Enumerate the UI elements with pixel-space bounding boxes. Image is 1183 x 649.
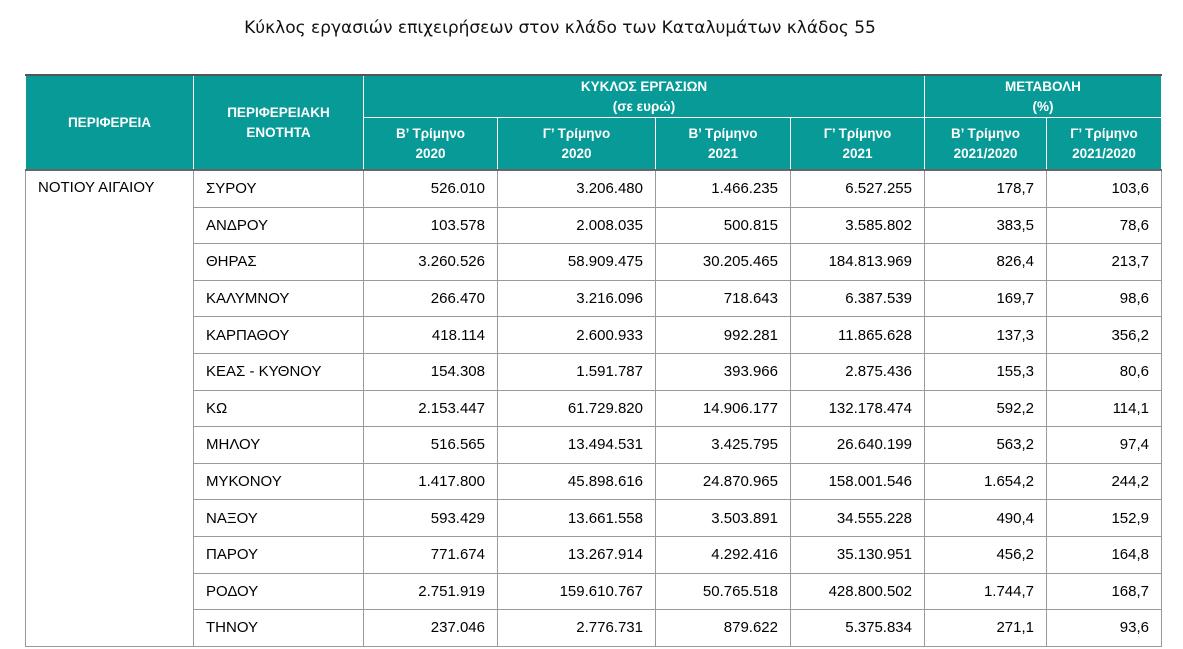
turnover-cell: 237.046 [364, 610, 498, 647]
unit-cell: ΚΕΑΣ - ΚΥΘΝΟΥ [194, 353, 364, 390]
turnover-cell: 771.674 [364, 536, 498, 573]
turnover-cell: 718.643 [656, 280, 791, 317]
period-quarter: Β’ Τρίμηνο [688, 125, 758, 141]
unit-cell: ΘΗΡΑΣ [194, 244, 364, 281]
change-cell: 1.654,2 [925, 463, 1047, 500]
turnover-cell: 6.387.539 [791, 280, 925, 317]
turnover-cell: 3.585.802 [791, 207, 925, 244]
turnover-cell: 393.966 [656, 353, 791, 390]
header-period [925, 118, 1047, 171]
period-year: 2021 [842, 145, 873, 161]
turnover-cell: 13.661.558 [498, 500, 656, 537]
change-cell: 97,4 [1047, 427, 1162, 464]
turnover-cell: 3.206.480 [498, 170, 656, 207]
unit-cell: ΝΑΞΟΥ [194, 500, 364, 537]
turnover-cell: 34.555.228 [791, 500, 925, 537]
header-turnover-unit: (σε ευρώ) [612, 98, 676, 114]
turnover-cell: 61.729.820 [498, 390, 656, 427]
unit-cell: ΚΩ [194, 390, 364, 427]
period-year: 2021/2020 [953, 145, 1018, 161]
page-title: Κύκλος εργασιών επιχειρήσεων στον κλάδο των Καταλυμάτων κλάδος 55 [244, 18, 876, 38]
period-quarter: Γ’ Τρίμηνο [1070, 125, 1138, 141]
header-period [1047, 118, 1162, 171]
change-cell: 103,6 [1047, 170, 1162, 207]
turnover-cell: 2.776.731 [498, 610, 656, 647]
turnover-cell: 516.565 [364, 427, 498, 464]
change-cell: 168,7 [1047, 573, 1162, 610]
period-year: 2020 [561, 145, 592, 161]
turnover-cell: 26.640.199 [791, 427, 925, 464]
turnover-cell: 50.765.518 [656, 573, 791, 610]
table-row [26, 500, 1162, 537]
header-period [791, 118, 925, 171]
table-row [26, 573, 1162, 610]
turnover-cell: 13.494.531 [498, 427, 656, 464]
region-cell: ΝΟΤΙΟΥ ΑΙΓΑΙΟΥ [26, 170, 194, 646]
change-cell: 1.744,7 [925, 573, 1047, 610]
turnover-cell: 2.751.919 [364, 573, 498, 610]
change-cell: 244,2 [1047, 463, 1162, 500]
change-cell: 592,2 [925, 390, 1047, 427]
turnover-table [25, 74, 1162, 647]
header-turnover [364, 75, 925, 118]
turnover-cell: 45.898.616 [498, 463, 656, 500]
change-cell: 93,6 [1047, 610, 1162, 647]
turnover-cell: 428.800.502 [791, 573, 925, 610]
table-row [26, 353, 1162, 390]
table-row [26, 427, 1162, 464]
header-turnover-label: ΚΥΚΛΟΣ ΕΡΓΑΣΙΩΝ [580, 78, 708, 94]
turnover-cell: 11.865.628 [791, 317, 925, 354]
change-cell: 152,9 [1047, 500, 1162, 537]
change-cell: 456,2 [925, 536, 1047, 573]
unit-cell: ΠΑΡΟΥ [194, 536, 364, 573]
header-period [364, 118, 498, 171]
turnover-cell: 24.870.965 [656, 463, 791, 500]
table-row [26, 317, 1162, 354]
header-change-unit: (%) [1032, 98, 1054, 114]
turnover-cell: 6.527.255 [791, 170, 925, 207]
table-row [26, 390, 1162, 427]
turnover-cell: 992.281 [656, 317, 791, 354]
change-cell: 213,7 [1047, 244, 1162, 281]
turnover-cell: 4.292.416 [656, 536, 791, 573]
unit-cell: ΚΑΡΠΑΘΟΥ [194, 317, 364, 354]
turnover-cell: 1.591.787 [498, 353, 656, 390]
turnover-cell: 3.503.891 [656, 500, 791, 537]
turnover-cell: 2.875.436 [791, 353, 925, 390]
change-cell: 271,1 [925, 610, 1047, 647]
change-cell: 178,7 [925, 170, 1047, 207]
table-row [26, 207, 1162, 244]
turnover-cell: 30.205.465 [656, 244, 791, 281]
change-cell: 169,7 [925, 280, 1047, 317]
turnover-cell: 879.622 [656, 610, 791, 647]
turnover-cell: 58.909.475 [498, 244, 656, 281]
turnover-cell: 103.578 [364, 207, 498, 244]
turnover-cell: 159.610.767 [498, 573, 656, 610]
turnover-cell: 154.308 [364, 353, 498, 390]
unit-cell: ΤΗΝΟΥ [194, 610, 364, 647]
unit-cell: ΣΥΡΟΥ [194, 170, 364, 207]
unit-cell: ΜΗΛΟΥ [194, 427, 364, 464]
turnover-cell: 3.260.526 [364, 244, 498, 281]
turnover-cell: 3.425.795 [656, 427, 791, 464]
header-unit-label: ΠΕΡΙΦΕΡΕΙΑΚΗ ΕΝΟΤΗΤΑ [227, 104, 330, 140]
period-quarter: Γ’ Τρίμηνο [542, 125, 611, 141]
table-header [26, 75, 1162, 170]
table-body [26, 170, 1162, 646]
turnover-cell: 158.001.546 [791, 463, 925, 500]
turnover-cell: 2.600.933 [498, 317, 656, 354]
table-row [26, 536, 1162, 573]
unit-cell: ΡΟΔΟΥ [194, 573, 364, 610]
turnover-cell: 418.114 [364, 317, 498, 354]
period-quarter: Γ’ Τρίμηνο [823, 125, 892, 141]
turnover-cell: 132.178.474 [791, 390, 925, 427]
turnover-cell: 14.906.177 [656, 390, 791, 427]
turnover-cell: 500.815 [656, 207, 791, 244]
turnover-cell: 5.375.834 [791, 610, 925, 647]
header-change-label: ΜΕΤΑΒΟΛΗ [1005, 78, 1081, 94]
period-year: 2020 [415, 145, 446, 161]
unit-cell: ΚΑΛΥΜΝΟΥ [194, 280, 364, 317]
period-year: 2021/2020 [1072, 145, 1136, 161]
turnover-cell: 526.010 [364, 170, 498, 207]
turnover-cell: 1.417.800 [364, 463, 498, 500]
period-year: 2021 [707, 145, 739, 161]
change-cell: 164,8 [1047, 536, 1162, 573]
change-cell: 383,5 [925, 207, 1047, 244]
period-quarter: Β’ Τρίμηνο [395, 125, 466, 141]
turnover-cell: 2.008.035 [498, 207, 656, 244]
unit-cell: ΑΝΔΡΟΥ [194, 207, 364, 244]
change-cell: 563,2 [925, 427, 1047, 464]
change-cell: 155,3 [925, 353, 1047, 390]
header-change [925, 75, 1162, 118]
turnover-cell: 593.429 [364, 500, 498, 537]
table-row [26, 170, 1162, 207]
turnover-cell: 184.813.969 [791, 244, 925, 281]
header-period [656, 118, 791, 171]
turnover-cell: 3.216.096 [498, 280, 656, 317]
turnover-cell: 35.130.951 [791, 536, 925, 573]
unit-cell: ΜΥΚΟΝΟΥ [194, 463, 364, 500]
turnover-cell: 13.267.914 [498, 536, 656, 573]
change-cell: 80,6 [1047, 353, 1162, 390]
table-row [26, 463, 1162, 500]
change-cell: 78,6 [1047, 207, 1162, 244]
table-row [26, 280, 1162, 317]
table-row [26, 244, 1162, 281]
turnover-cell: 1.466.235 [656, 170, 791, 207]
turnover-cell: 2.153.447 [364, 390, 498, 427]
header-unit [194, 75, 364, 170]
table-row [26, 610, 1162, 647]
change-cell: 490,4 [925, 500, 1047, 537]
header-period [498, 118, 656, 171]
header-region: ΠΕΡΙΦΕΡΕΙΑ [26, 75, 194, 170]
turnover-cell: 266.470 [364, 280, 498, 317]
change-cell: 114,1 [1047, 390, 1162, 427]
change-cell: 356,2 [1047, 317, 1162, 354]
change-cell: 98,6 [1047, 280, 1162, 317]
change-cell: 137,3 [925, 317, 1047, 354]
change-cell: 826,4 [925, 244, 1047, 281]
period-quarter: Β’ Τρίμηνο [950, 125, 1021, 141]
